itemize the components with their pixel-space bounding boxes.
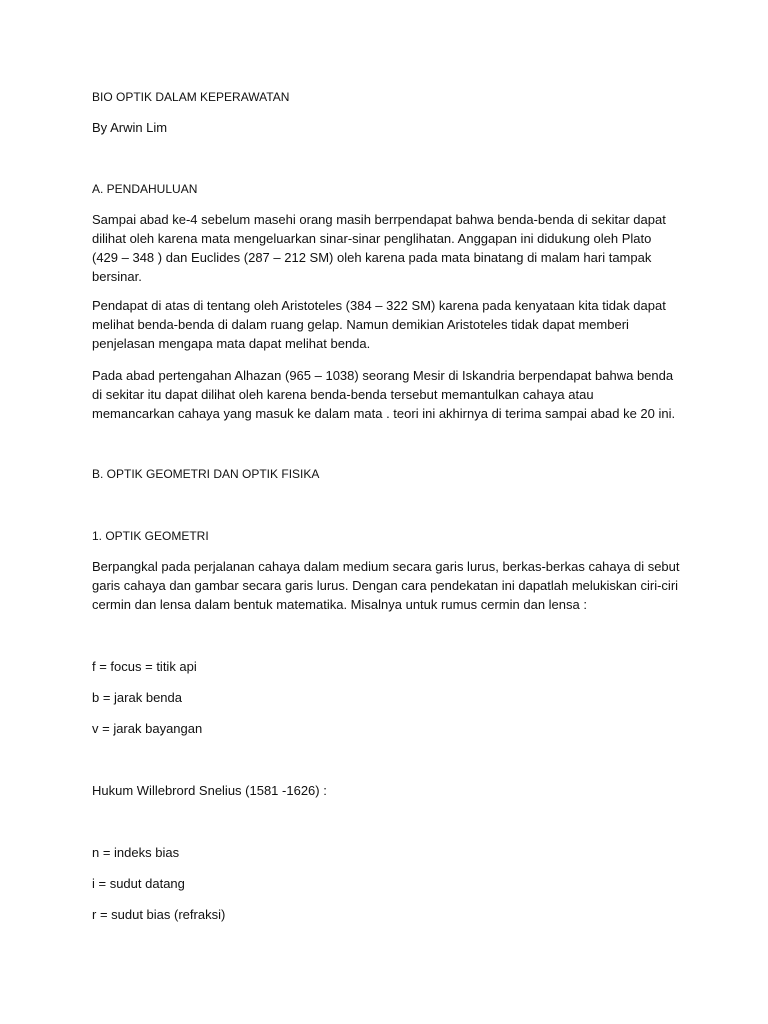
snell-term-refraction-angle: r = sudut bias (refraksi) — [92, 907, 226, 922]
snell-law-heading: Hukum Willebrord Snelius (1581 -1626) : — [92, 783, 327, 798]
section-a-paragraph-2: Pendapat di atas di tentang oleh Aristoteles (384 – 322 SM) karena pada kenyataan kita tidak dapat melihat benda-benda di dalam ruang gelap. Namun demikian Aristoteles tidak dapat memberi penjelasan mengapa mata dapat melihat benda. — [92, 298, 666, 351]
lens-term-focus: f = focus = titik api — [92, 659, 197, 674]
section-a-paragraph-1: Sampai abad ke-4 sebelum masehi orang masih berrpendapat bahwa benda-benda di sekitar dapat dilihat oleh karena mata mengeluarkan sinar-sinar penglihatan. Anggapan ini didukung oleh Plato (429 – 348 ) dan Euclides (287 – 212 SM) oleh karena pada mata binatang di malam hari tampak bersinar. — [92, 212, 666, 284]
snell-term-incidence-angle: i = sudut datang — [92, 876, 185, 891]
lens-term-image-distance: v = jarak bayangan — [92, 721, 203, 736]
section-a-heading: A. PENDAHULUAN — [92, 182, 198, 196]
document-author: By Arwin Lim — [92, 120, 168, 135]
subsection-1-paragraph: Berpangkal pada perjalanan cahaya dalam medium secara garis lurus, berkas-berkas cahaya di sebut garis cahaya dan gambar secara garis lurus. Dengan cara pendekatan ini dapatlah melukiskan ciri-ciri cermin dan lensa dalam bentuk matematika. Misalnya untuk rumus cermin dan lensa : — [92, 559, 680, 612]
lens-term-object-distance: b = jarak benda — [92, 690, 182, 705]
snell-term-refractive-index: n = indeks bias — [92, 845, 180, 860]
document-title: BIO OPTIK DALAM KEPERAWATAN — [92, 90, 290, 104]
section-a-paragraph-3: Pada abad pertengahan Alhazan (965 – 1038) seorang Mesir di Iskandria berpendapat bahwa benda di sekitar itu dapat dilihat oleh karena benda-benda tersebut memantulkan cahaya atau memancarkan cahaya yang masuk ke dalam mata . teori ini akhirnya di terima sampai abad ke 20 ini. — [92, 368, 676, 421]
subsection-1-heading: 1. OPTIK GEOMETRI — [92, 529, 209, 543]
section-b-heading: B. OPTIK GEOMETRI DAN OPTIK FISIKA — [92, 467, 320, 481]
